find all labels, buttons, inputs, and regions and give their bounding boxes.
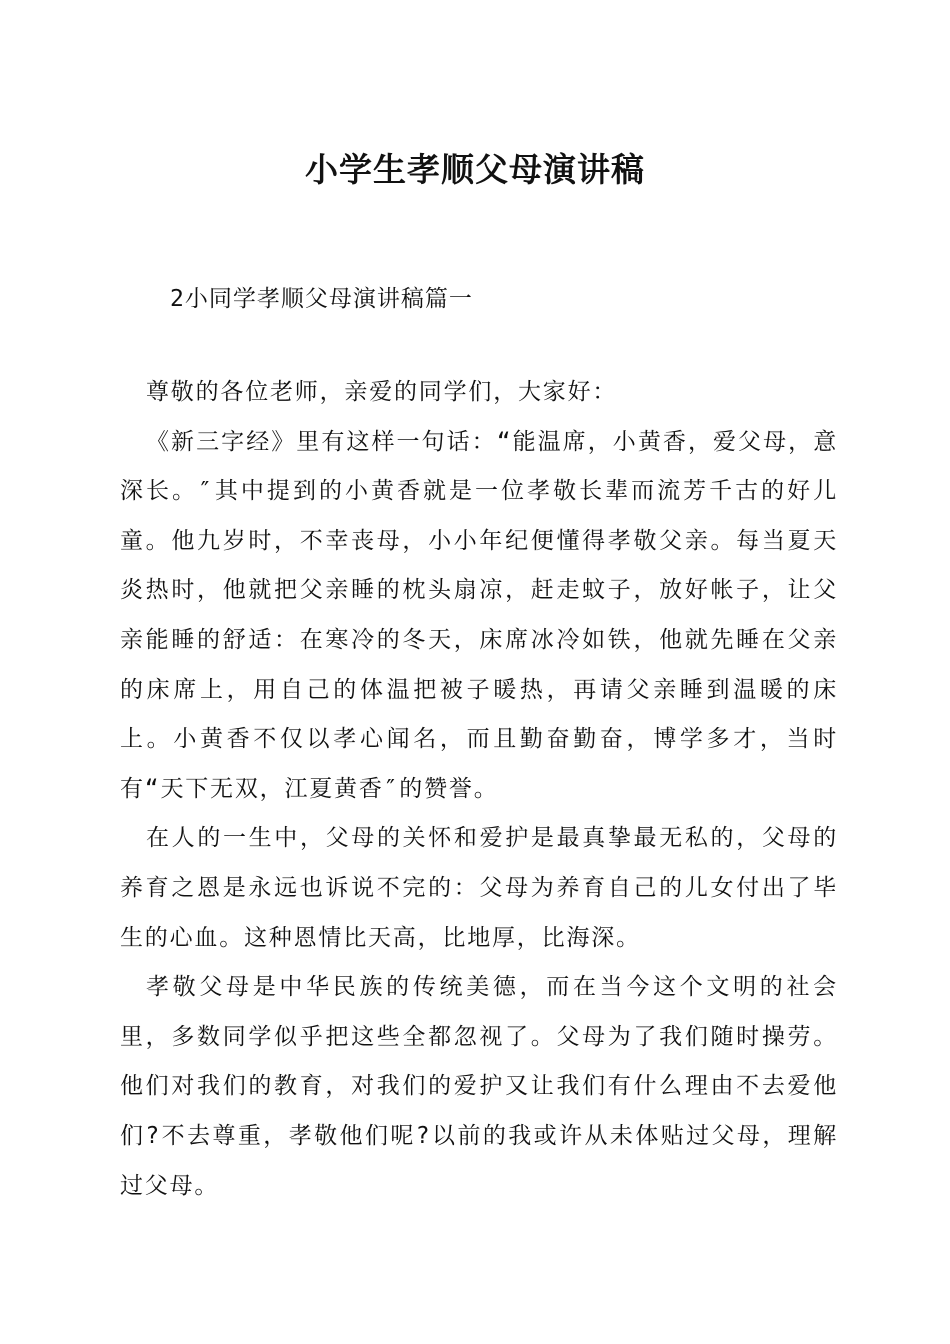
paragraph-filial-piety: 孝敬父母是中华民族的传统美德，而在当今这个文明的社会里，多数同学似乎把这些全都忽视了。父母为了我们随时操劳。他们对我们的教育，对我们的爱护又让我们有什么理由不去爱他们?不去尊重，孝敬他们呢?以前的我或许从未体贴过父母，理解过父母。 [120, 974, 838, 1199]
paragraph-huangxiang-story: 《新三字经》里有这样一句话：“能温席，小黄香，爱父母，意深长。″其中提到的小黄香就是一位孝敬长辈而流芳千古的好儿童。他九岁时，不幸丧母，小小年纪便懂得孝敬父亲。每当夏天炎热时，他就把父亲睡的枕头扇凉，赶走蚊子，放好帐子，让父亲能睡的舒适：在寒冷的冬天，床席冰冷如铁，他就先睡在父亲的床席上，用自己的体温把被子暖热，再请父亲睡到温暖的床上。小黄香不仅以孝心闻名，而且勤奋勤奋，博学多才，当时有“天下无双，江夏黄香″的赞誉。 [120, 428, 838, 802]
paragraph-greeting: 尊敬的各位老师，亲爱的同学们，大家好： [146, 379, 618, 405]
document-subtitle: 2小同学孝顺父母演讲稿篇一 [170, 286, 473, 312]
document-body [120, 368, 838, 1211]
document-title: 小学生孝顺父母演讲稿 [305, 150, 645, 189]
paragraph-parents-love: 在人的一生中，父母的关怀和爱护是最真挚最无私的，父母的养育之恩是永远也诉说不完的：父母为养育自己的儿女付出了毕生的心血。这种恩情比天高，比地厚，比海深。 [120, 825, 838, 951]
